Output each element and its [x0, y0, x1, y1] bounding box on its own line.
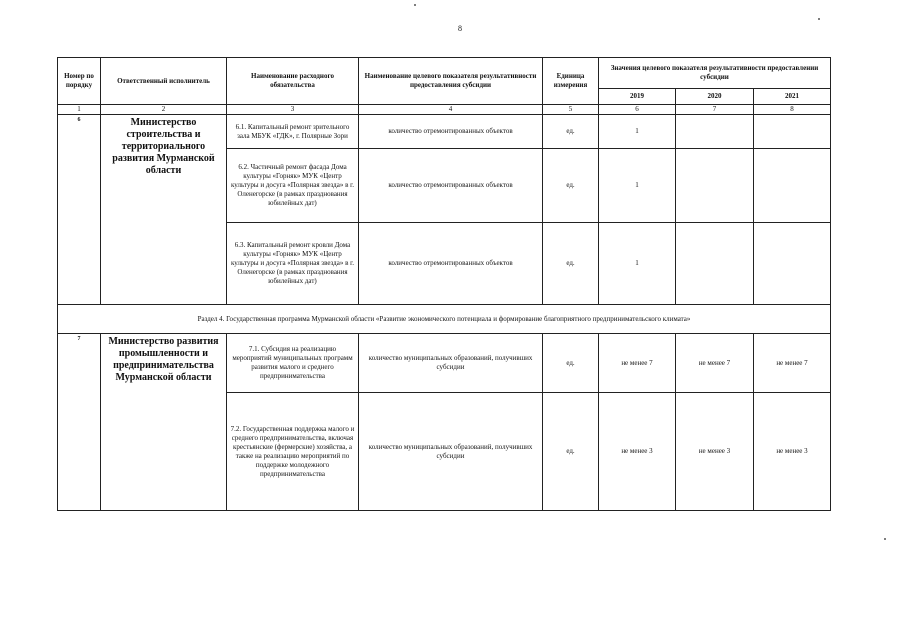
col-number: 3 [227, 105, 359, 115]
header-col-values: Значения целевого показателя результативности предоставлении субсидии [599, 58, 831, 89]
indicator-cell: количество отремонтированных объектов [359, 115, 543, 149]
indicator-cell: количество отремонтированных объектов [359, 223, 543, 305]
column-numbers-row [58, 105, 831, 115]
scan-speck [818, 18, 820, 20]
value-2019-cell: 1 [599, 223, 676, 305]
indicator-cell: количество муниципальных образований, получивших субсидии [359, 334, 543, 393]
expense-cell: 6.2. Частичный ремонт фасада Дома культуры «Горняк» МУК «Центр культуры и досуга «Полярная звезда» в г. Оленегорске (в рамках празднования юбилейных дат) [227, 149, 359, 223]
subsidy-indicators-table [57, 57, 831, 511]
expense-cell: 6.1. Капитальный ремонт зрительного зала МБУК «ГДК», г. Полярные Зори [227, 115, 359, 149]
header-year-2021: 2021 [754, 89, 831, 105]
executor-cell: Министерство развития промышленности и предпринимательства Мурманской области [101, 334, 227, 511]
unit-cell: ед. [543, 223, 599, 305]
col-number: 1 [58, 105, 101, 115]
value-2021-cell: не менее 3 [754, 393, 831, 511]
header-col-executor: Ответственный исполнитель [101, 58, 227, 105]
col-number: 6 [599, 105, 676, 115]
executor-cell: Министерство строительства и территориального развития Мурманской области [101, 115, 227, 305]
table-row [58, 334, 831, 393]
value-2020-cell [676, 149, 754, 223]
col-number: 5 [543, 105, 599, 115]
value-2020-cell [676, 223, 754, 305]
header-year-2020: 2020 [676, 89, 754, 105]
row-number: 7 [58, 334, 101, 511]
value-2019-cell: не менее 3 [599, 393, 676, 511]
header-col-indicator: Наименование целевого показателя результативности предоставления субсидии [359, 58, 543, 105]
col-number: 2 [101, 105, 227, 115]
value-2020-cell: не менее 7 [676, 334, 754, 393]
value-2021-cell [754, 115, 831, 149]
section-row [58, 305, 831, 334]
expense-cell: 7.1. Субсидия на реализацию мероприятий муниципальных программ развития малого и среднего предпринимательства [227, 334, 359, 393]
value-2021-cell: не менее 7 [754, 334, 831, 393]
scan-speck [884, 538, 886, 540]
header-col-no: Номер по порядку [58, 58, 101, 105]
value-2021-cell [754, 223, 831, 305]
header-col-expense: Наименование расходного обязательства [227, 58, 359, 105]
table-row [58, 115, 831, 149]
value-2019-cell: не менее 7 [599, 334, 676, 393]
value-2019-cell: 1 [599, 149, 676, 223]
unit-cell: ед. [543, 393, 599, 511]
col-number: 4 [359, 105, 543, 115]
row-number: 6 [58, 115, 101, 305]
unit-cell: ед. [543, 334, 599, 393]
indicator-cell: количество муниципальных образований, получивших субсидии [359, 393, 543, 511]
header-row [58, 58, 831, 89]
value-2020-cell [676, 115, 754, 149]
value-2019-cell: 1 [599, 115, 676, 149]
header-col-unit: Единица измерения [543, 58, 599, 105]
value-2020-cell: не менее 3 [676, 393, 754, 511]
unit-cell: ед. [543, 115, 599, 149]
col-number: 7 [676, 105, 754, 115]
expense-cell: 6.3. Капитальный ремонт кровли Дома культуры «Горняк» МУК «Центр культуры и досуга «Полярная звезда» в г. Оленегорске (в рамках празднования юбилейных дат) [227, 223, 359, 305]
section-title: Раздел 4. Государственная программа Мурманской области «Развитие экономического потенциала и формирование благоприятного предпринимательского климата» [58, 305, 831, 334]
indicator-cell: количество отремонтированных объектов [359, 149, 543, 223]
page-number: 8 [458, 24, 462, 33]
col-number: 8 [754, 105, 831, 115]
scan-speck [414, 4, 416, 6]
value-2021-cell [754, 149, 831, 223]
header-year-2019: 2019 [599, 89, 676, 105]
expense-cell: 7.2. Государственная поддержка малого и среднего предпринимательства, включая крестьянские (фермерские) хозяйства, а также на реализацию мероприятий по поддержке молодежного предпринимательства [227, 393, 359, 511]
unit-cell: ед. [543, 149, 599, 223]
